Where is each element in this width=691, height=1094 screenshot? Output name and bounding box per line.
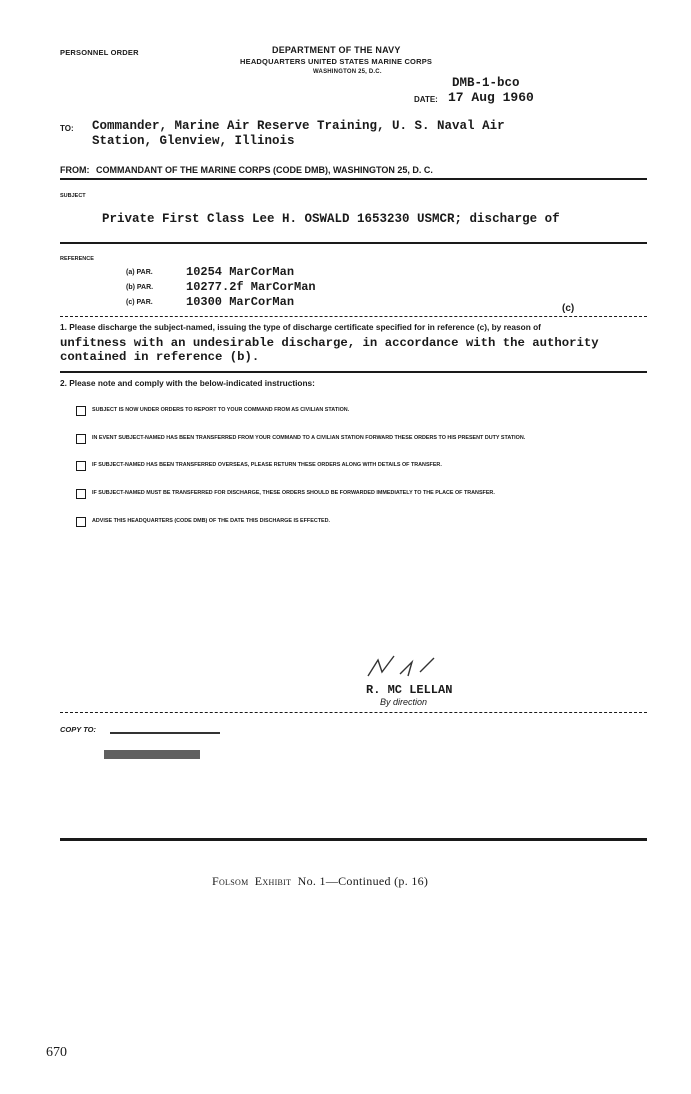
instruction-2: IN EVENT SUBJECT-NAMED HAS BEEN TRANSFERRED FROM YOUR COMMAND TO A CIVILIAN STATION FORWARD THESE ORDERS TO HIS PRESENT DUTY STATION. [92, 435, 526, 441]
headquarters-location: WASHINGTON 25, D.C. [313, 69, 382, 75]
para2-printed: 2. Please note and comply with the below-indicated instructions: [60, 378, 315, 388]
rule-signature [60, 712, 647, 714]
signature-by: By direction [380, 697, 428, 707]
copy-to-line-1 [110, 732, 220, 734]
rule-subject [60, 242, 647, 244]
office-code: PERSONNEL ORDER [60, 48, 139, 57]
caption-folsom: Folsom [212, 874, 249, 888]
rule-from [60, 178, 647, 180]
date-label: DATE: [414, 95, 438, 104]
instruction-checkbox-2[interactable] [76, 434, 86, 444]
copy-to-redaction [104, 750, 200, 759]
instruction-5: ADVISE THIS HEADQUARTERS (CODE DMB) OF THE DATE THIS DISCHARGE IS EFFECTED. [92, 518, 330, 524]
reference-margin-mark: (c) [562, 303, 575, 314]
reference-label: REFERENCE [60, 256, 94, 262]
instruction-checkbox-1[interactable] [76, 406, 86, 416]
page-number: 670 [46, 1045, 67, 1060]
instruction-4: IF SUBJECT-NAMED MUST BE TRANSFERRED FOR DISCHARGE, THESE ORDERS SHOULD BE FORWARDED IMMEDIATELY TO THE PLACE OF TRANSFER. [92, 490, 495, 496]
headquarters-name: HEADQUARTERS UNITED STATES MARINE CORPS [240, 57, 433, 66]
department-name: DEPARTMENT OF THE NAVY [272, 45, 401, 55]
para1-typed-1: unfitness with an undesirable discharge, in accordance with the authority [60, 336, 599, 350]
reference-b-text: 10277.2f MarCorMan [186, 280, 316, 294]
exhibit-caption [212, 874, 428, 889]
rule-reference [60, 316, 647, 318]
reference-c-text: 10300 MarCorMan [186, 295, 295, 309]
to-label: TO: [60, 124, 74, 133]
instruction-checkbox-4[interactable] [76, 489, 86, 499]
file-code: DMB-1-bco [452, 76, 520, 90]
reference-b-letter: (b) PAR. [126, 284, 154, 291]
to-line-1: Commander, Marine Air Reserve Training, U. S. Naval Air [92, 119, 505, 133]
rule-bottom [60, 838, 647, 841]
instruction-1: SUBJECT IS NOW UNDER ORDERS TO REPORT TO YOUR COMMAND FROM AS CIVILIAN STATION. [92, 407, 350, 413]
reference-a-letter: (a) PAR. [126, 269, 153, 276]
signature-name: R. MC LELLAN [366, 683, 453, 697]
from-text: COMMANDANT OF THE MARINE CORPS (CODE DMB), WASHINGTON 25, D. C. [96, 165, 433, 175]
para1-typed-2: contained in reference (b). [60, 350, 260, 364]
to-line-2: Station, Glenview, Illinois [92, 134, 295, 148]
reference-c-letter: (c) PAR. [126, 299, 153, 306]
copy-to-label: COPY TO: [60, 725, 96, 734]
reference-a-text: 10254 MarCorMan [186, 265, 295, 279]
from-label: FROM: [60, 165, 90, 175]
instruction-3: IF SUBJECT-NAMED HAS BEEN TRANSFERRED OVERSEAS, PLEASE RETURN THESE ORDERS ALONG WITH DETAILS OF TRANSFER. [92, 462, 442, 468]
caption-exhibit: Exhibit [254, 874, 292, 888]
caption-rest: No. 1—Continued (p. 16) [297, 874, 429, 888]
date-value: 17 Aug 1960 [448, 90, 534, 105]
instruction-checkbox-3[interactable] [76, 461, 86, 471]
subject-label: SUBJECT [60, 193, 86, 199]
instruction-checkbox-5[interactable] [76, 517, 86, 527]
para1-printed: 1. Please discharge the subject-named, issuing the type of discharge certificate specified for in reference (c), by reason of [60, 322, 541, 332]
rule-para1 [60, 371, 647, 373]
signature-scrawl [364, 652, 444, 680]
from-line [60, 165, 433, 175]
subject-text: Private First Class Lee H. OSWALD 1653230 USMCR; discharge of [102, 212, 560, 226]
